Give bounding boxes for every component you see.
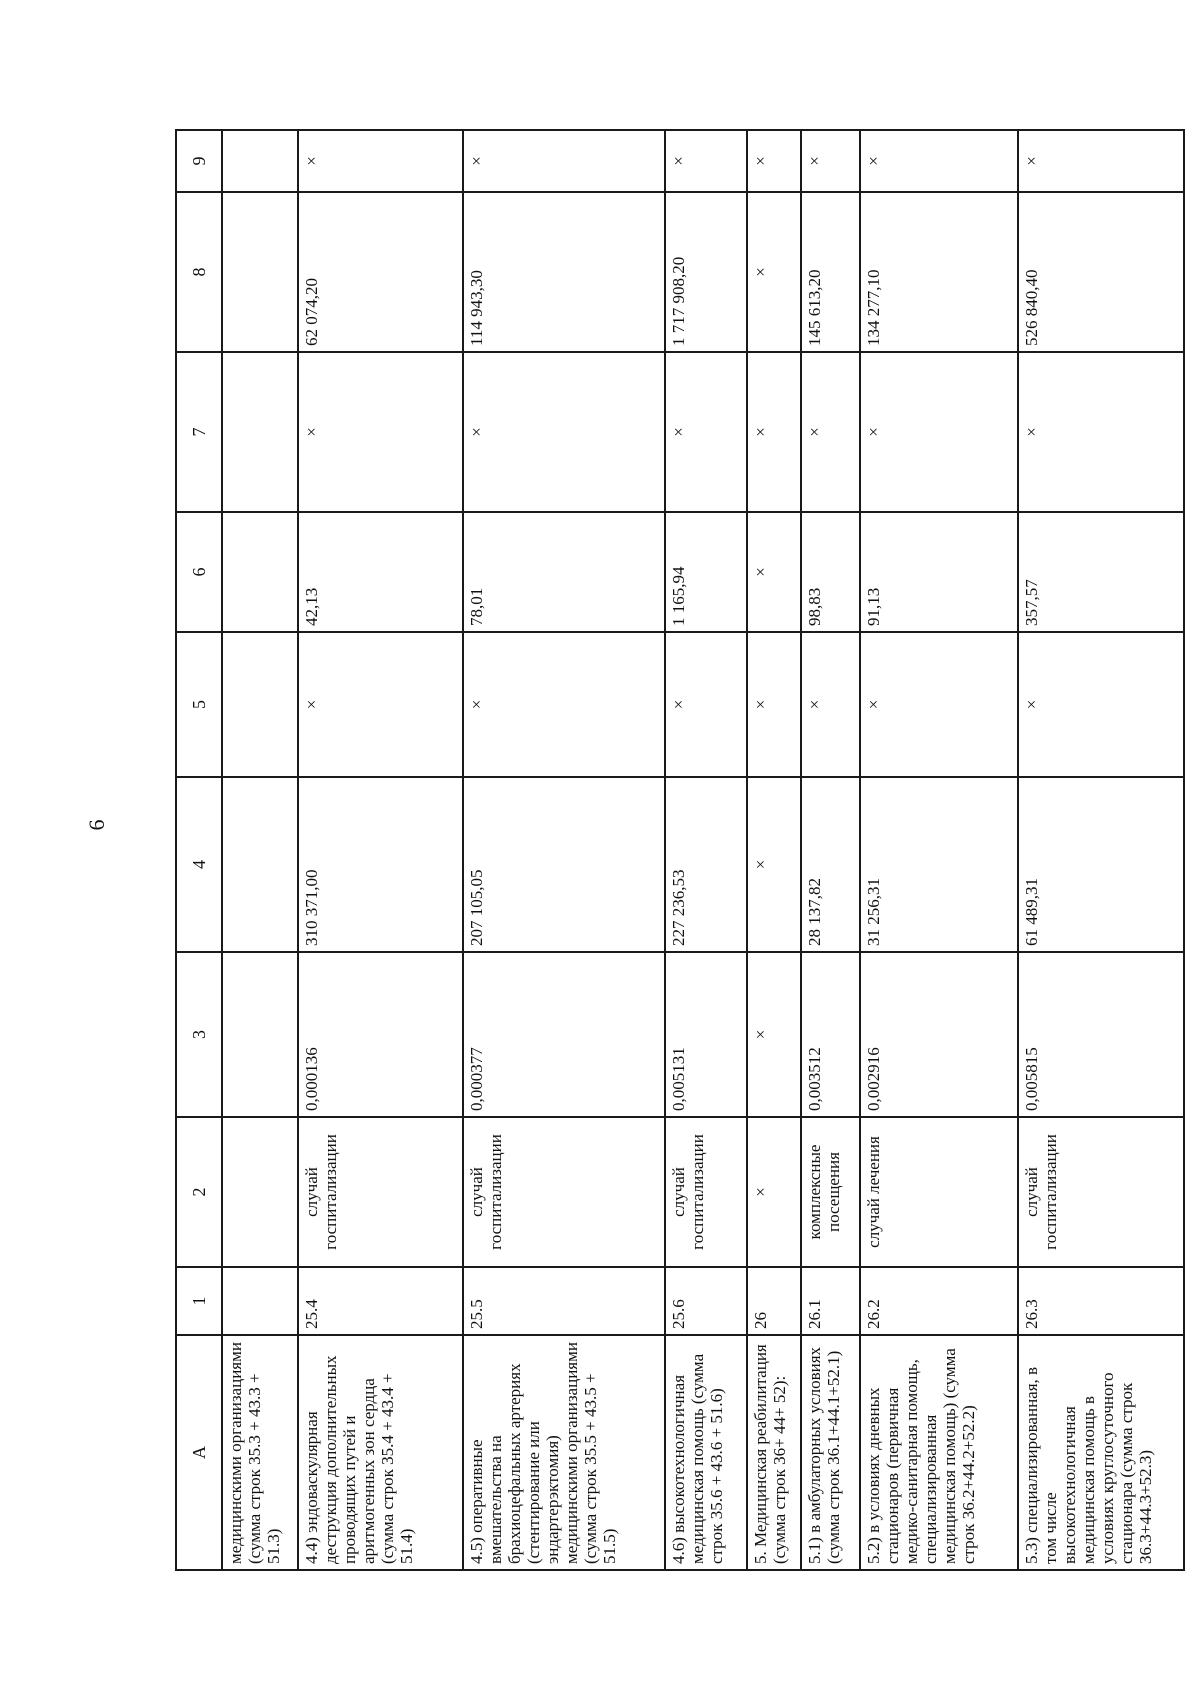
table-row: [298, 130, 462, 1570]
norm-cell: 0,000136: [298, 952, 462, 1117]
cost-cell: 31 256,31: [860, 777, 1019, 952]
cell-col6: 91,13: [860, 512, 1019, 632]
cell-col5: ×: [860, 632, 1019, 777]
row-label: медицинскими организациями (сумма строк 35.3 + 43.3 + 51.3): [222, 1335, 298, 1570]
cell-col5: [222, 632, 298, 777]
cell-col6: 357,57: [1018, 512, 1184, 632]
norm-cell: 0,000377: [463, 952, 665, 1117]
table-row: [747, 130, 801, 1570]
cell-col9: [222, 130, 298, 192]
cell-col7: ×: [801, 352, 860, 512]
cell-col9: ×: [1018, 130, 1184, 192]
row-label: 5.3) специализированная, в том числе высокотехнологичная медицинская помощь в условиях круглосуточного стационара (сумма строк 36.3+44.3+52.3): [1018, 1335, 1184, 1570]
cell-col9: ×: [801, 130, 860, 192]
cost-cell: 310 371,00: [298, 777, 462, 952]
data-table: [175, 129, 1185, 1571]
norm-cell: 0,005131: [665, 952, 747, 1117]
cell-col8: 134 277,10: [860, 192, 1019, 352]
norm-cell: 0,005815: [1018, 952, 1184, 1117]
cell-col6: 1 165,94: [665, 512, 747, 632]
cell-col6: 98,83: [801, 512, 860, 632]
row-label: 4.6) высокотехнологичная медицинская помощь (сумма строк 35.6 + 43.6 + 51.6): [665, 1335, 747, 1570]
unit-cell: случай госпитализации: [1018, 1117, 1184, 1267]
column-header: А: [176, 1335, 222, 1570]
cell-col8: 1 717 908,20: [665, 192, 747, 352]
rotated-table-container: [175, 131, 1185, 1571]
cell-col9: ×: [665, 130, 747, 192]
row-number: 26.2: [860, 1267, 1019, 1335]
column-header: 8: [176, 192, 222, 352]
norm-cell: [222, 952, 298, 1117]
cell-col8: 62 074,20: [298, 192, 462, 352]
unit-cell: случай госпитализации: [298, 1117, 462, 1267]
cell-col9: ×: [860, 130, 1019, 192]
unit-cell: комплексные посещения: [801, 1117, 860, 1267]
cell-col7: ×: [1018, 352, 1184, 512]
row-number: 26.3: [1018, 1267, 1184, 1335]
table-row: [222, 130, 298, 1570]
cell-col7: ×: [463, 352, 665, 512]
table-row: [1018, 130, 1184, 1570]
cell-col8: 526 840,40: [1018, 192, 1184, 352]
cell-col8: 114 943,30: [463, 192, 665, 352]
cell-col5: ×: [1018, 632, 1184, 777]
unit-cell: ×: [747, 1117, 801, 1267]
column-header: 4: [176, 777, 222, 952]
cell-col7: ×: [665, 352, 747, 512]
row-number: 26.1: [801, 1267, 860, 1335]
cell-col9: ×: [463, 130, 665, 192]
column-header: 1: [176, 1267, 222, 1335]
cost-cell: 28 137,82: [801, 777, 860, 952]
cell-col5: ×: [665, 632, 747, 777]
table-row: [463, 130, 665, 1570]
column-header: 3: [176, 952, 222, 1117]
cell-col9: ×: [747, 130, 801, 192]
column-header: 6: [176, 512, 222, 632]
cell-col8: [222, 192, 298, 352]
cell-col6: 42,13: [298, 512, 462, 632]
cost-cell: 227 236,53: [665, 777, 747, 952]
cell-col8: 145 613,20: [801, 192, 860, 352]
cell-col5: ×: [298, 632, 462, 777]
unit-cell: случай лечения: [860, 1117, 1019, 1267]
cell-col7: ×: [747, 352, 801, 512]
table-row: [860, 130, 1019, 1570]
row-label: 4.4) эндоваскулярная деструкция дополнительных проводящих путей и аритмогенных зон сердца (сумма строк 35.4 + 43.4 + 51.4): [298, 1335, 462, 1570]
column-header: 9: [176, 130, 222, 192]
norm-cell: ×: [747, 952, 801, 1117]
cell-col7: ×: [298, 352, 462, 512]
cell-col7: [222, 352, 298, 512]
row-label: 5.1) в амбулаторных условиях (сумма строк 36.1+44.1+52.1): [801, 1335, 860, 1570]
cost-cell: 207 105,05: [463, 777, 665, 952]
cell-col6: 78,01: [463, 512, 665, 632]
table-row: [801, 130, 860, 1570]
row-label: 5.2) в условиях дневных стационаров (первичная медико-санитарная помощь, специализированная медицинская помощь) (сумма строк 36.2+44.2+52.2): [860, 1335, 1019, 1570]
cost-cell: [222, 777, 298, 952]
table-row: [665, 130, 747, 1570]
row-number: 25.4: [298, 1267, 462, 1335]
page-number: 6: [84, 819, 109, 831]
norm-cell: 0,003512: [801, 952, 860, 1117]
row-number: 25.6: [665, 1267, 747, 1335]
cell-col5: ×: [463, 632, 665, 777]
cell-col6: ×: [747, 512, 801, 632]
unit-cell: [222, 1117, 298, 1267]
unit-cell: случай госпитализации: [463, 1117, 665, 1267]
cell-col6: [222, 512, 298, 632]
cost-cell: ×: [747, 777, 801, 952]
header-row: [176, 130, 222, 1570]
row-number: 26: [747, 1267, 801, 1335]
row-number: 25.5: [463, 1267, 665, 1335]
column-header: 5: [176, 632, 222, 777]
cell-col5: ×: [801, 632, 860, 777]
cost-cell: 61 489,31: [1018, 777, 1184, 952]
row-number: [222, 1267, 298, 1335]
cell-col8: ×: [747, 192, 801, 352]
cell-col7: ×: [860, 352, 1019, 512]
column-header: 2: [176, 1117, 222, 1267]
cell-col9: ×: [298, 130, 462, 192]
row-label: 4.5) оперативные вмешательства на брахиоцефальных артериях (стентирование или эндартерэктомия) медицинскими организациями (сумма строк 35.5 + 43.5 + 51.5): [463, 1335, 665, 1570]
row-label: 5. Медицинская реабилитация (сумма строк 36+ 44+ 52):: [747, 1335, 801, 1570]
norm-cell: 0,002916: [860, 952, 1019, 1117]
unit-cell: случай госпитализации: [665, 1117, 747, 1267]
column-header: 7: [176, 352, 222, 512]
cell-col5: ×: [747, 632, 801, 777]
